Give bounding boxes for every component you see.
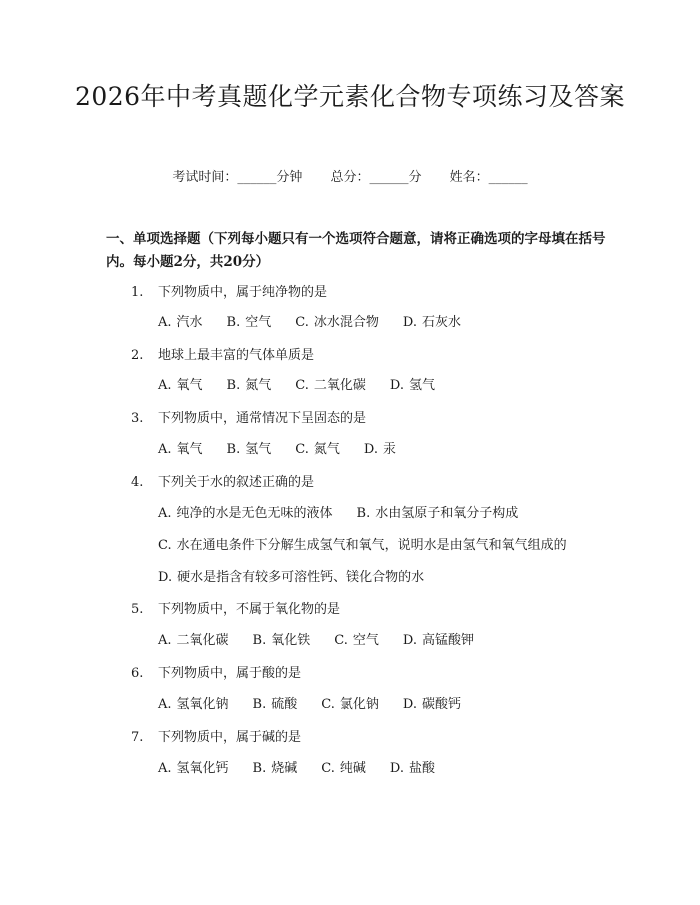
question-stem: 下列物质中，不属于氧化物的是 (158, 602, 341, 617)
question-number: 6. (131, 666, 144, 681)
option-b: B. 氮气 (226, 378, 272, 393)
option-a: A. 汽水 (158, 315, 203, 330)
question-stem: 下列物质中，属于纯净物的是 (158, 285, 328, 300)
option-d: D. 石灰水 (402, 315, 461, 330)
question-stem: 下列物质中，属于酸的是 (158, 666, 302, 681)
question-4-options-row-2 (158, 536, 591, 556)
option-d: D. 高锰酸钾 (402, 633, 474, 648)
question-5-options (158, 631, 498, 651)
question-stem: 下列物质中，属于碱的是 (158, 730, 302, 745)
question-number: 4. (131, 475, 144, 490)
question-4-options-row-3 (158, 568, 448, 588)
page-title: 2026年中考真题化学元素化合物专项练习及答案 (74, 82, 626, 111)
option-c: C. 纯碱 (321, 761, 366, 776)
option-c: C. 二氧化碳 (295, 378, 366, 393)
option-d: D. 氢气 (389, 378, 435, 393)
question-number: 5. (131, 602, 144, 617)
option-c: C. 氯化钠 (321, 697, 379, 712)
option-b: B. 空气 (226, 315, 272, 330)
question-number: 2. (131, 348, 144, 363)
option-b: B. 硫酸 (252, 697, 298, 712)
question-stem: 下列关于水的叙述正确的是 (158, 475, 315, 490)
option-a: A. 氧气 (158, 442, 203, 457)
option-c: C. 水在通电条件下分解生成氢气和氧气，说明水是由氢气和氧气组成的 (158, 538, 567, 553)
option-c: C. 氮气 (295, 442, 340, 457)
option-a: A. 二氧化碳 (158, 633, 229, 648)
question-7-options (158, 759, 459, 779)
question-2-options (158, 376, 459, 396)
exam-time: 考试时间：______分钟 (172, 170, 303, 185)
option-d: D. 碳酸钙 (402, 697, 461, 712)
option-b: B. 水由氢原子和氧分子构成 (356, 506, 519, 521)
question-6-options (158, 695, 485, 715)
option-a: A. 氧气 (158, 378, 203, 393)
question-stem: 下列物质中，通常情况下呈固态的是 (158, 411, 367, 426)
question-3-options (158, 440, 420, 460)
question-number: 1. (131, 285, 144, 300)
option-a: A. 氢氧化钙 (158, 761, 229, 776)
exam-student-name: 姓名：______ (449, 170, 528, 185)
exam-total-score: 总分：______分 (330, 170, 422, 185)
option-b: B. 氧化铁 (252, 633, 311, 648)
question-4-options-row-1 (158, 504, 542, 524)
question-stem: 地球上最丰富的气体单质是 (158, 348, 315, 363)
option-c: C. 空气 (334, 633, 379, 648)
question-number: 3. (131, 411, 144, 426)
question-number: 7. (131, 730, 144, 745)
option-d: D. 盐酸 (389, 761, 435, 776)
option-d: D. 汞 (363, 442, 396, 457)
exam-meta (0, 168, 700, 188)
option-a: A. 纯净的水是无色无味的液体 (158, 506, 333, 521)
option-d: D. 硬水是指含有较多可溶性钙、镁化合物的水 (158, 570, 425, 585)
option-c: C. 冰水混合物 (295, 315, 379, 330)
option-b: B. 氢气 (226, 442, 272, 457)
question-1-options (158, 313, 485, 333)
option-b: B. 烧碱 (252, 761, 298, 776)
option-a: A. 氢氧化钠 (158, 697, 229, 712)
section-heading: 一、单项选择题（下列每小题只有一个选项符合题意，请将正确选项的字母填在括号内。每小题2分，共20分） (106, 231, 606, 270)
